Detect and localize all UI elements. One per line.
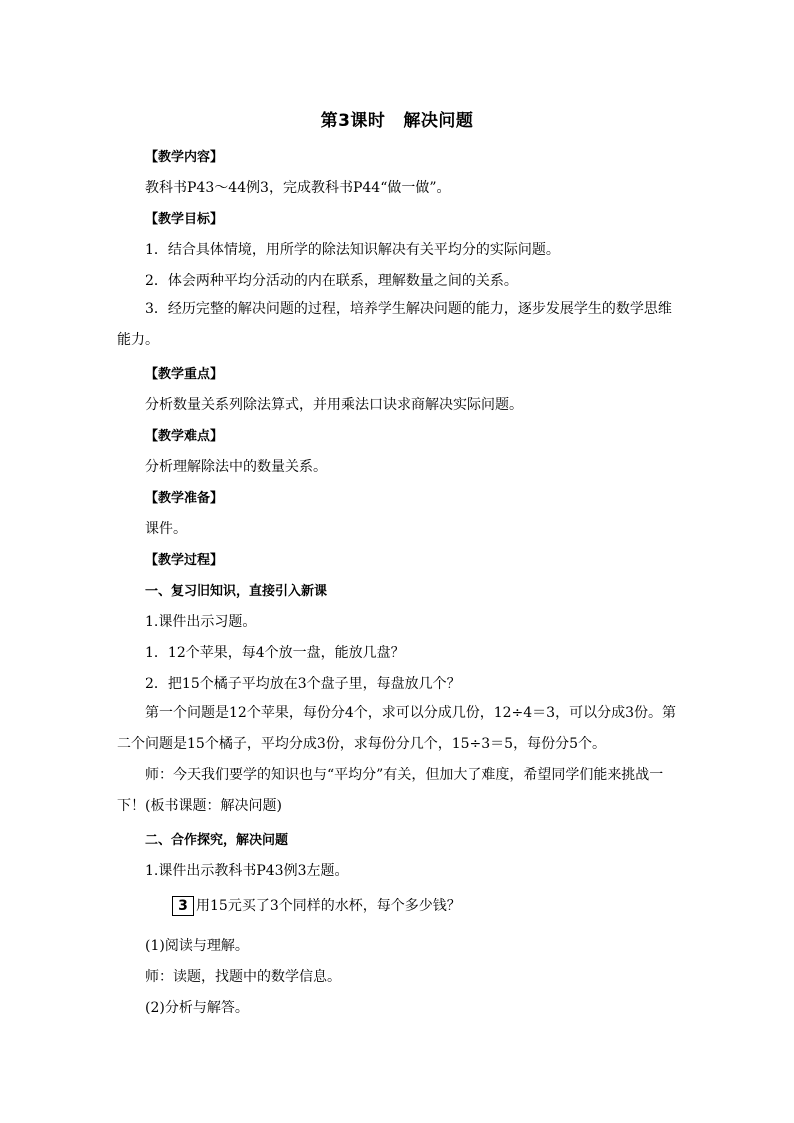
sub-step-2: (2)分析与解答。	[145, 1000, 249, 1016]
key-heading: 【教学重点】	[145, 367, 224, 382]
step1-heading: 一、复习旧知识，直接引入新课	[145, 584, 328, 599]
process-heading: 【教学过程】	[145, 553, 224, 568]
content-text: 教科书P43～44例3，完成教科书P44“做一做”。	[145, 180, 451, 196]
key-text: 分析数量关系列除法算式，并用乘法口诀求商解决实际问题。	[145, 397, 523, 413]
prep-heading: 【教学准备】	[145, 491, 224, 506]
title-lesson: 第3课时	[320, 111, 386, 131]
paragraph-2: 师：今天我们要学的知识也与“平均分”有关，但加大了难度，希望同学们能来挑战一下！(板书课题：解决问题)	[117, 767, 664, 814]
goals-heading: 【教学目标】	[145, 212, 224, 227]
difficulty-heading: 【教学难点】	[145, 429, 224, 444]
goal-1: 1．结合具体情境，用所学的除法知识解决有关平均分的实际问题。	[145, 242, 560, 258]
content-heading: 【教学内容】	[145, 150, 224, 165]
goal-2: 2．体会两种平均分活动的内在联系，理解数量之间的关系。	[145, 273, 518, 289]
title-topic: 解决问题	[403, 111, 474, 131]
question-1: 1．12个苹果，每4个放一盘，能放几盘？	[145, 645, 405, 661]
prep-text: 课件。	[145, 521, 187, 537]
goal-3: 3．经历完整的解决问题的过程，培养学生解决问题的能力，逐步发展学生的数学思维能力。	[117, 301, 672, 348]
teacher-line: 师：读题，找题中的数学信息。	[145, 969, 341, 985]
question-2: 2．把15个橘子平均放在3个盘子里，每盘放几个？	[145, 676, 461, 692]
example-number-box: 3	[172, 896, 194, 916]
paragraph-1: 第一个问题是12个苹果，每份分4个，求可以分成几份，12÷4＝3，可以分成3份。第二个问题是15个橘子，平均分成3份，求每份分几个，15÷3＝5，每份分5个。	[117, 705, 676, 752]
page-title	[0, 106, 794, 131]
example-problem	[172, 895, 461, 916]
example-text: 用15元买了3个同样的水杯，每个多少钱？	[196, 898, 461, 914]
sub-step-1: (1)阅读与理解。	[145, 938, 249, 954]
step2-item: 1.课件出示教科书P43例3左题。	[145, 863, 349, 879]
step2-heading: 二、合作探究，解决问题	[145, 833, 289, 848]
difficulty-text: 分析理解除法中的数量关系。	[145, 459, 327, 475]
step1-item: 1.课件出示习题。	[145, 614, 257, 630]
